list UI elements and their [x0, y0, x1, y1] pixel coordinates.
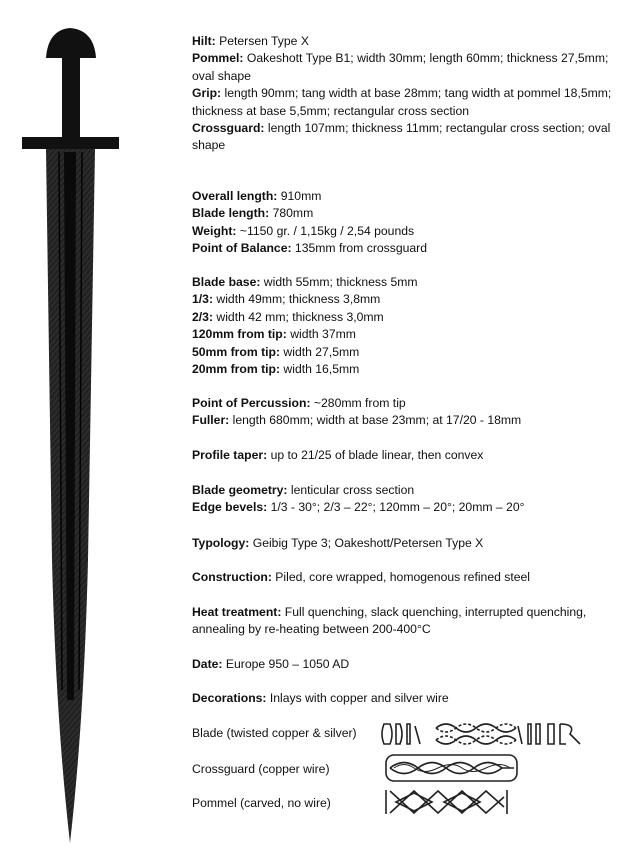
spec-overall-length: Overall length: 910mm — [192, 189, 322, 203]
geometry-block — [192, 482, 622, 517]
crossguard-inlay-pattern — [384, 753, 519, 783]
pommel-carved-pattern — [384, 787, 509, 817]
spec-pommel: Pommel: Oakeshott Type B1; width 30mm; length 60mm; thickness 27,5mm; oval shape — [192, 51, 609, 83]
deco-pommel-label: Pommel (carved, no wire) — [192, 796, 331, 810]
decorations-block — [192, 690, 622, 707]
spec-blade-length: Blade length: 780mm — [192, 206, 314, 221]
sword-illustration — [0, 0, 180, 859]
sword-crossguard — [22, 137, 119, 149]
deco-blade-label: Blade (twisted copper & silver) — [192, 726, 357, 740]
spec-20mm-from-tip: 20mm from tip: width 16,5mm — [192, 362, 360, 377]
spec-50mm-from-tip: 50mm from tip: width 27,5mm — [192, 344, 360, 359]
spec-blade-geometry: Blade geometry: lenticular cross section — [192, 483, 415, 497]
blade-inlay-pattern — [380, 718, 595, 750]
deco-crossguard-label: Crossguard (copper wire) — [192, 762, 330, 776]
spec-edge-bevels: Edge bevels: 1/3 - 30°; 2/3 – 22°; 120mm – 20°; 20mm – 20° — [192, 500, 525, 515]
spec-point-of-balance: Point of Balance: 135mm from crossguard — [192, 241, 428, 256]
spec-hilt: Hilt: Petersen Type X — [192, 34, 309, 48]
percussion-block — [192, 395, 622, 430]
spec-blade-base: Blade base: width 55mm; thickness 5mm — [192, 275, 418, 289]
spec-profile-taper: Profile taper: up to 21/25 of blade linear, then convex — [192, 448, 484, 462]
spec-fuller: Fuller: length 680mm; width at base 23mm; at 17/20 - 18mm — [192, 413, 522, 428]
spec-heat-treatment: Heat treatment: Full quenching, slack quenching, interrupted quenching, annealing by re-heating between 200-400°C — [192, 605, 587, 637]
sword-grip — [62, 58, 80, 138]
typology-block — [192, 535, 622, 552]
spec-decorations: Decorations: Inlays with copper and silver wire — [192, 691, 449, 705]
spec-typology: Typology: Geibig Type 3; Oakeshott/Petersen Type X — [192, 536, 484, 550]
blade-width-block — [192, 274, 622, 378]
heat-treatment-block — [192, 604, 622, 639]
spec-two-thirds: 2/3: width 42 mm; thickness 3,0mm — [192, 309, 384, 324]
spec-crossguard: Crossguard: length 107mm; thickness 11mm; rectangular cross section; oval shape — [192, 121, 611, 153]
construction-block — [192, 569, 622, 586]
spec-120mm-from-tip: 120mm from tip: width 37mm — [192, 327, 356, 342]
spec-point-of-percussion: Point of Percussion: ~280mm from tip — [192, 396, 406, 410]
hilt-spec-block — [192, 33, 622, 155]
dimensions-block — [192, 188, 622, 258]
sword-pommel — [46, 28, 96, 58]
profile-taper-block — [192, 447, 622, 464]
spec-one-third: 1/3: width 49mm; thickness 3,8mm — [192, 292, 381, 307]
spec-grip: Grip: length 90mm; tang width at base 28mm; tang width at pommel 18,5mm; thickness at base 5,5mm; rectangular cross section — [192, 86, 612, 118]
spec-weight: Weight: ~1150 gr. / 1,15kg / 2,54 pounds — [192, 223, 415, 238]
spec-date: Date: Europe 950 – 1050 AD — [192, 657, 350, 671]
date-block — [192, 656, 622, 673]
spec-construction: Construction: Piled, core wrapped, homogenous refined steel — [192, 570, 531, 584]
